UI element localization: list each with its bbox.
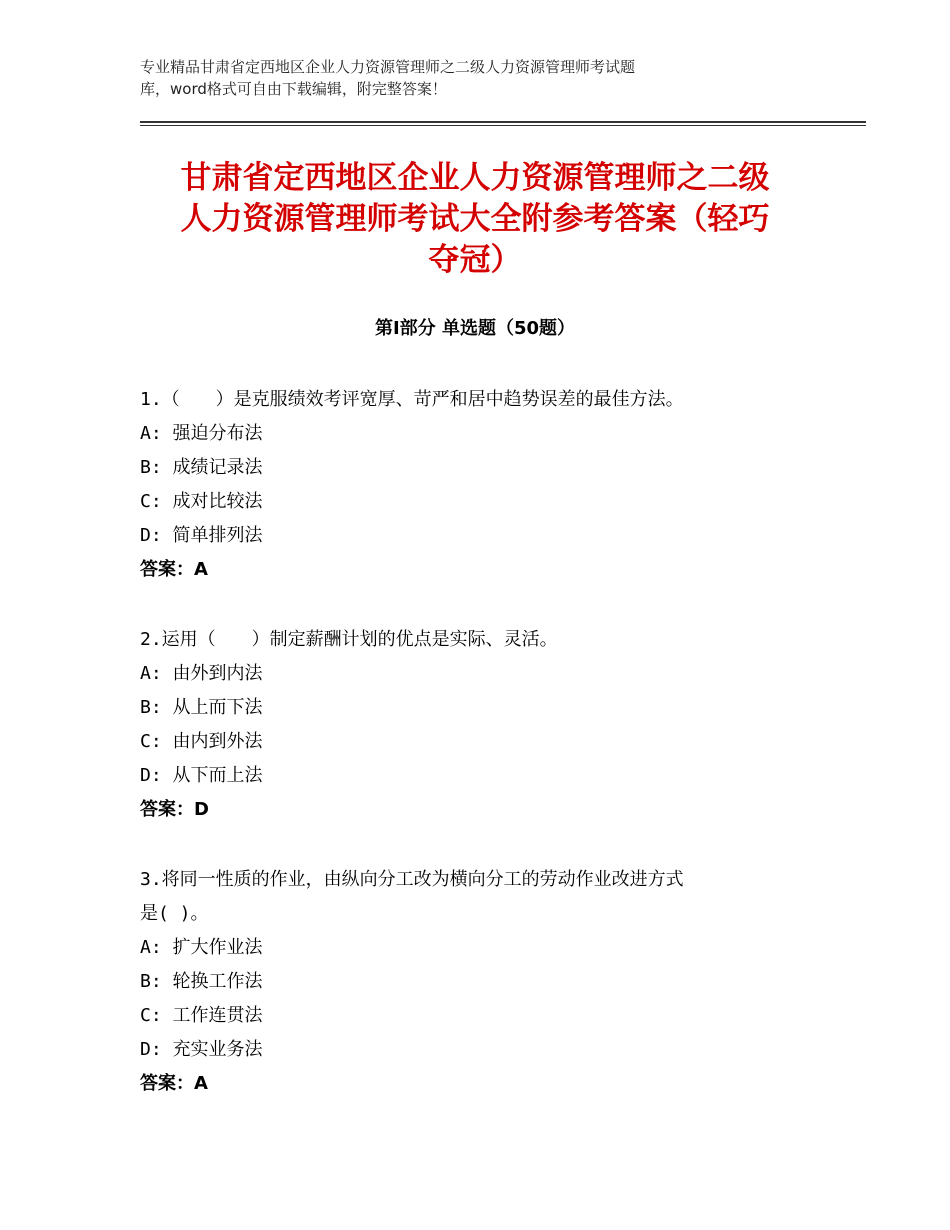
section-title: 第Ⅰ部分 单选题（50题） [374,318,575,339]
question-stem-line-1: 3.将同一性质的作业，由纵向分工改为横向分工的劳动作业改进方式 [140,869,684,890]
option-d: D: 充实业务法 [140,1039,263,1060]
document-title-line-1: 甘肃省定西地区企业人力资源管理师之二级 [180,160,770,196]
option-a: A: 由外到内法 [140,663,263,684]
option-a: A: 强迫分布法 [140,423,263,444]
question-3 [140,863,840,1101]
answer: 答案：A [140,1073,208,1094]
question-stem-line-2: 是( )。 [140,903,209,924]
header-divider-thin [140,125,866,126]
document-title [100,158,850,281]
option-a: A: 扩大作业法 [140,937,263,958]
question-2 [140,623,840,827]
answer: 答案：A [140,559,208,580]
header-divider-thick [140,121,866,123]
question-list [140,383,840,1137]
option-c: C: 成对比较法 [140,491,263,512]
option-c: C: 工作连贯法 [140,1005,263,1026]
header-note [140,56,800,100]
question-stem: 2.运用（ ）制定薪酬计划的优点是实际、灵活。 [140,629,558,650]
option-c: C: 由内到外法 [140,731,263,752]
option-b: B: 从上而下法 [140,697,263,718]
document-title-line-3: 夺冠） [428,242,522,278]
question-1 [140,383,840,587]
question-stem: 1.（ ）是克服绩效考评宽厚、苛严和居中趋势误差的最佳方法。 [140,389,684,410]
header-note-line-2: 库，word格式可自由下载编辑，附完整答案！ [140,80,447,98]
option-d: D: 从下而上法 [140,765,263,786]
option-b: B: 轮换工作法 [140,971,263,992]
option-b: B: 成绩记录法 [140,457,263,478]
answer: 答案：D [140,799,209,820]
option-d: D: 简单排列法 [140,525,263,546]
header-note-line-1: 专业精品甘肃省定西地区企业人力资源管理师之二级人力资源管理师考试题 [140,58,636,76]
document-title-line-2: 人力资源管理师考试大全附参考答案（轻巧 [180,201,770,237]
